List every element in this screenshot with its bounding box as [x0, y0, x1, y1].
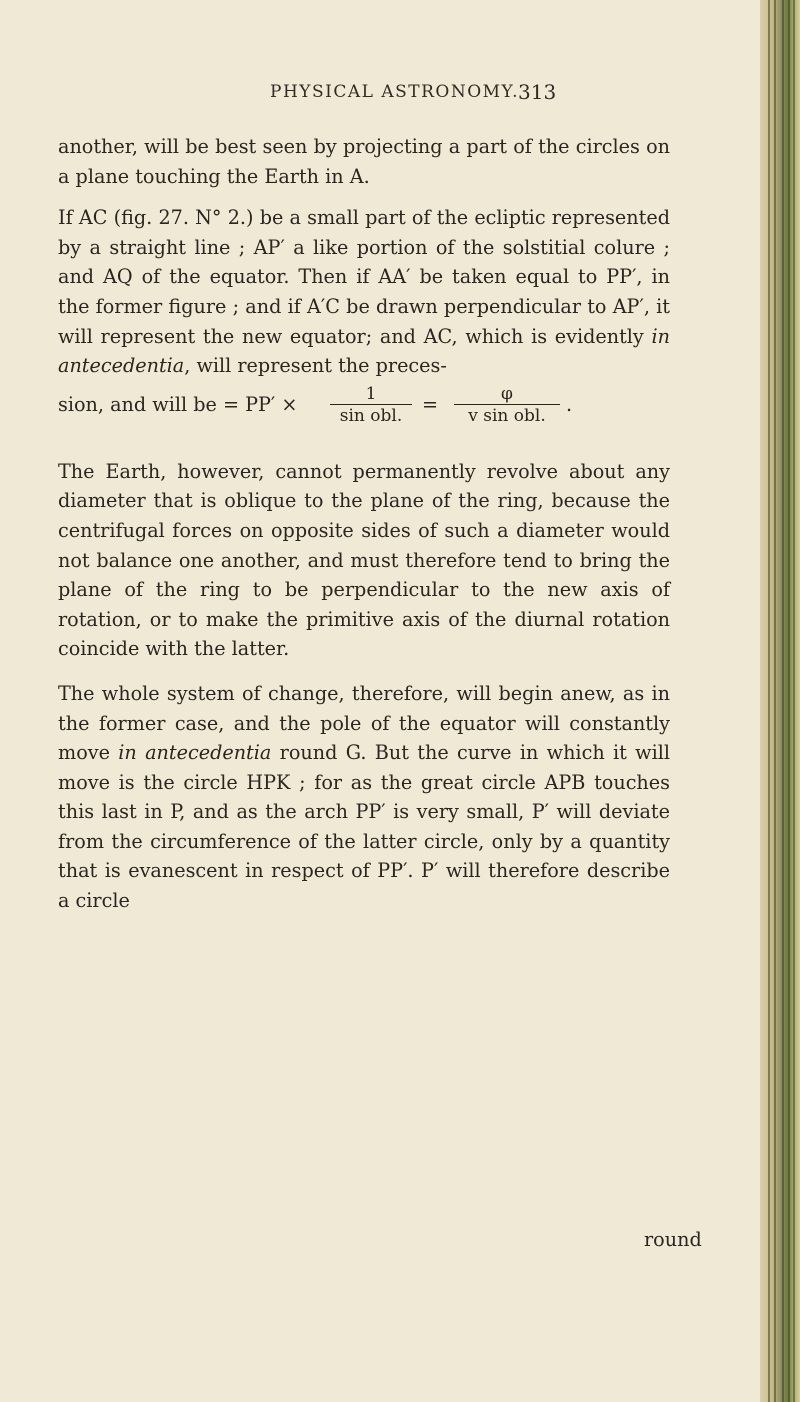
fraction-2-numerator: φ [501, 383, 513, 404]
paragraph-2-text-b: , will represent the preces- [184, 354, 447, 378]
paragraph-4-text-a: The whole system of change, therefore, will begin anew, as in the former case, and the pole of the equator will constantly move [58, 681, 670, 765]
edge-line [793, 0, 795, 1402]
edge-line [782, 0, 784, 1402]
paragraph-2-text-a: If AC (fig. 27. N° 2.) be a small part of the ecliptic represented by a straight line ; AP′ a like portion of the solstitial colure ; and AQ of the equator. Then if AA′ be taken equal to PP′, in the former figure ; and if A′C be drawn perpendicular to AP′, it will represent the new equator; and AC, which is evidently [58, 206, 670, 348]
edge-line [768, 0, 770, 1402]
edge-line [774, 0, 776, 1402]
formula-period: . [566, 392, 573, 416]
paragraph-4-text-b: round G. But the curve in which it will move is the circle HPK ; for as the great circle APB touches this last in P, and as the arch PP′ is very small, P′ will deviate from the circumference of the latter circle, only by a quantity that is evanescent in respect of PP′. P′ will therefore describe a circle [58, 741, 671, 913]
paragraph-2-italic: in antecedentia [58, 324, 670, 378]
fraction-one-over-sin-obl [330, 385, 412, 426]
paragraph-3 [58, 457, 670, 664]
paragraph-1-text: another, will be best seen by projecting a part of the circles on a plane touching the Earth in A. [58, 135, 670, 188]
fraction-1-numerator: 1 [365, 383, 377, 404]
paragraph-1 [58, 132, 670, 191]
fraction-2-bar [454, 404, 560, 405]
page-header [0, 82, 760, 112]
edge-line [788, 0, 790, 1402]
fraction-1-bar [330, 404, 412, 405]
paragraph-4 [58, 679, 670, 916]
body-text [58, 132, 702, 1251]
fraction-phi-over-v-sin-obl [454, 385, 560, 426]
paragraph-4-italic: in antecedentia [118, 741, 272, 765]
catchword: round [644, 1228, 702, 1251]
formula-equals: = [422, 392, 439, 416]
fraction-2-denominator: v sin obl. [468, 405, 546, 426]
precession-formula [58, 379, 670, 441]
book-edge [760, 0, 800, 1402]
fraction-1-denominator: sin obl. [339, 405, 403, 426]
paragraph-3-text: The Earth, however, cannot permanently revolve about any diameter that is oblique to the plane of the ring, because the centrifugal forces on opposite sides of such a diameter would not balance one another, and must therefore tend to bring the plane of the ring to be perpendicular to the new axis of rotation, or to make the primitive axis of the diurnal rotation coincide with the latter. [58, 459, 670, 661]
running-title: PHYSICAL ASTRONOMY. [270, 82, 519, 102]
paragraph-2 [58, 203, 670, 381]
formula-lead-text: sion, and will be = PP′ × [58, 392, 298, 416]
page-number: 313 [518, 80, 557, 104]
